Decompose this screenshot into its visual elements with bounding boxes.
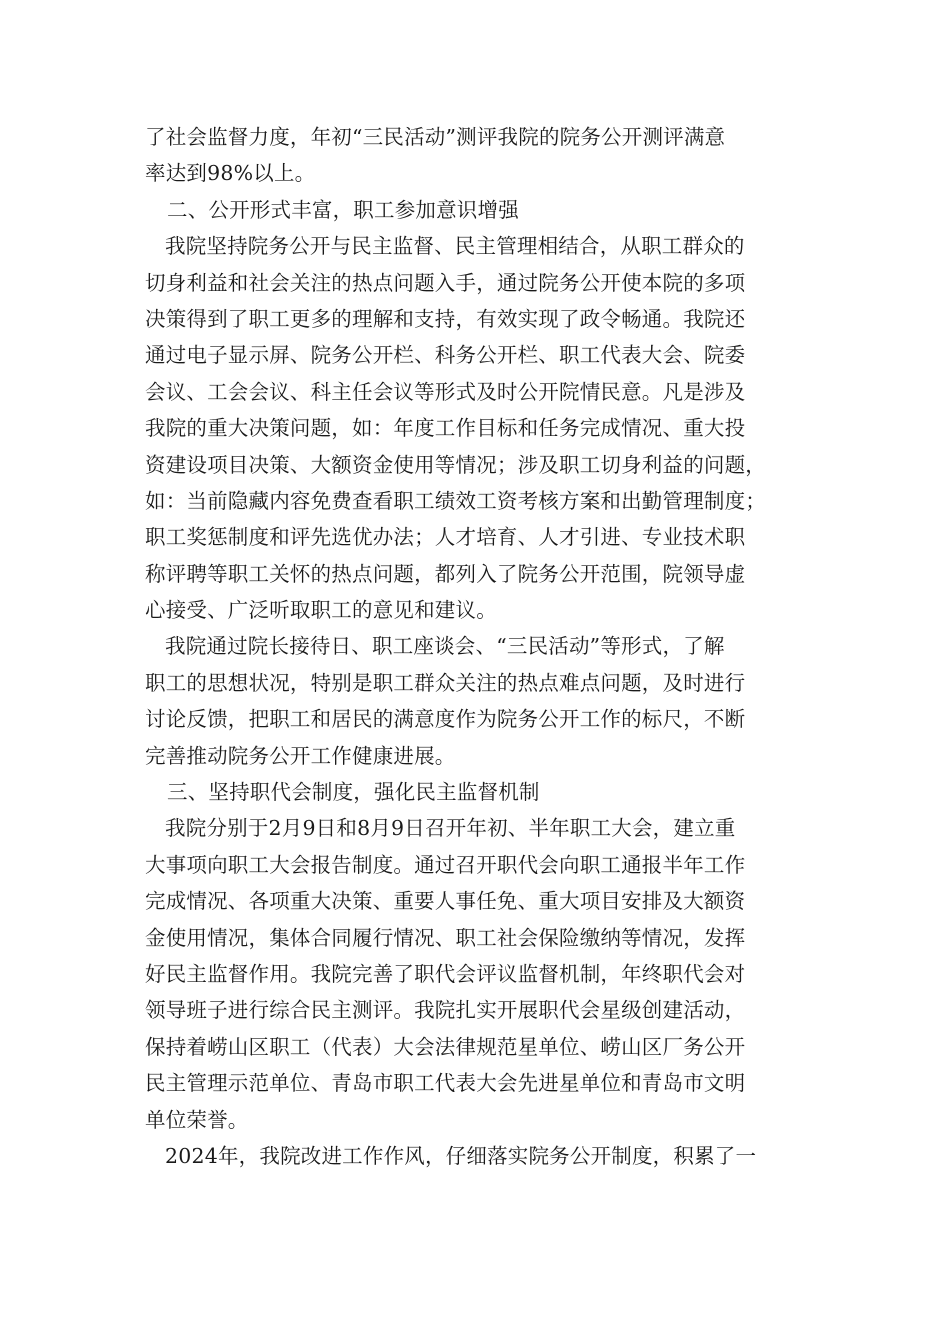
text-line: 称评聘等职工关怀的热点问题，都列入了院务公开范围，院领导虚 <box>145 561 746 586</box>
text-line: 通过电子显示屏、院务公开栏、科务公开栏、职工代表大会、院委 <box>145 343 746 368</box>
text-line: 金使用情况，集体合同履行情况、职工社会保险缴纳等情况，发挥 <box>145 925 746 950</box>
paragraph-p1 <box>145 119 815 192</box>
text-line: 率达到98%以上。 <box>145 161 316 186</box>
text-line: 职工奖惩制度和评先选优办法；人才培育、人才引进、专业技术职 <box>145 525 746 550</box>
text-line: 2024年，我院改进工作作风，仔细落实院务公开制度，积累了一 <box>165 1143 757 1168</box>
text-line: 决策得到了职工更多的理解和支持，有效实现了政令畅通。我院还 <box>145 306 746 331</box>
paragraph-p3 <box>145 628 815 774</box>
paragraph-p5 <box>145 1138 815 1174</box>
text-line: 会议、工会会议、科主任会议等形式及时公开院情民意。凡是涉及 <box>145 379 746 404</box>
text-line: 民主管理示范单位、青岛市职工代表大会先进星单位和青岛市文明 <box>145 1071 746 1096</box>
text-line: 保持着崂山区职工（代表）大会法律规范星单位、崂山区厂务公开 <box>145 1034 746 1059</box>
section-heading-3 <box>145 774 815 810</box>
paragraph-p4 <box>145 810 815 1138</box>
section-heading-2 <box>145 192 815 228</box>
text-line: 我院分别于2月9日和8月9日召开年初、半年职工大会，建立重 <box>165 816 736 841</box>
text-line: 好民主监督作用。我院完善了职代会评议监督机制，年终职代会对 <box>145 961 746 986</box>
heading-line: 三、坚持职代会制度，强化民主监督机制 <box>167 780 540 805</box>
text-line: 完善推动院务公开工作健康进展。 <box>145 743 456 768</box>
text-line: 我院的重大决策问题，如：年度工作目标和任务完成情况、重大投 <box>145 416 746 441</box>
text-line: 单位荣誉。 <box>145 1107 249 1132</box>
text-line: 我院坚持院务公开与民主监督、民主管理相结合，从职工群众的 <box>165 234 745 259</box>
text-line: 讨论反馈，把职工和居民的满意度作为院务公开工作的标尺，不断 <box>145 707 746 732</box>
document-body <box>145 119 815 1174</box>
text-line: 切身利益和社会关注的热点问题入手，通过院务公开使本院的多项 <box>145 270 746 295</box>
text-line: 职工的思想状况，特别是职工群众关注的热点难点问题，及时进行 <box>145 670 746 695</box>
paragraph-p2 <box>145 228 815 628</box>
heading-line: 二、公开形式丰富，职工参加意识增强 <box>167 197 519 222</box>
text-line: 了社会监督力度，年初“三民活动”测评我院的院务公开测评满意 <box>145 125 726 149</box>
text-line: 大事项向职工大会报告制度。通过召开职代会向职工通报半年工作 <box>145 852 746 877</box>
text-line: 领导班子进行综合民主测评。我院扎实开展职代会星级创建活动， <box>145 998 746 1023</box>
text-line: 我院通过院长接待日、职工座谈会、“三民活动”等形式，了解 <box>165 634 725 659</box>
text-line: 如：当前隐藏内容免费查看职工绩效工资考核方案和出勤管理制度； <box>145 488 766 513</box>
text-line: 资建设项目决策、大额资金使用等情况；涉及职工切身利益的问题， <box>145 452 766 477</box>
text-line: 完成情况、各项重大决策、重要人事任免、重大项目安排及大额资 <box>145 889 746 914</box>
text-line: 心接受、广泛听取职工的意见和建议。 <box>145 598 497 623</box>
